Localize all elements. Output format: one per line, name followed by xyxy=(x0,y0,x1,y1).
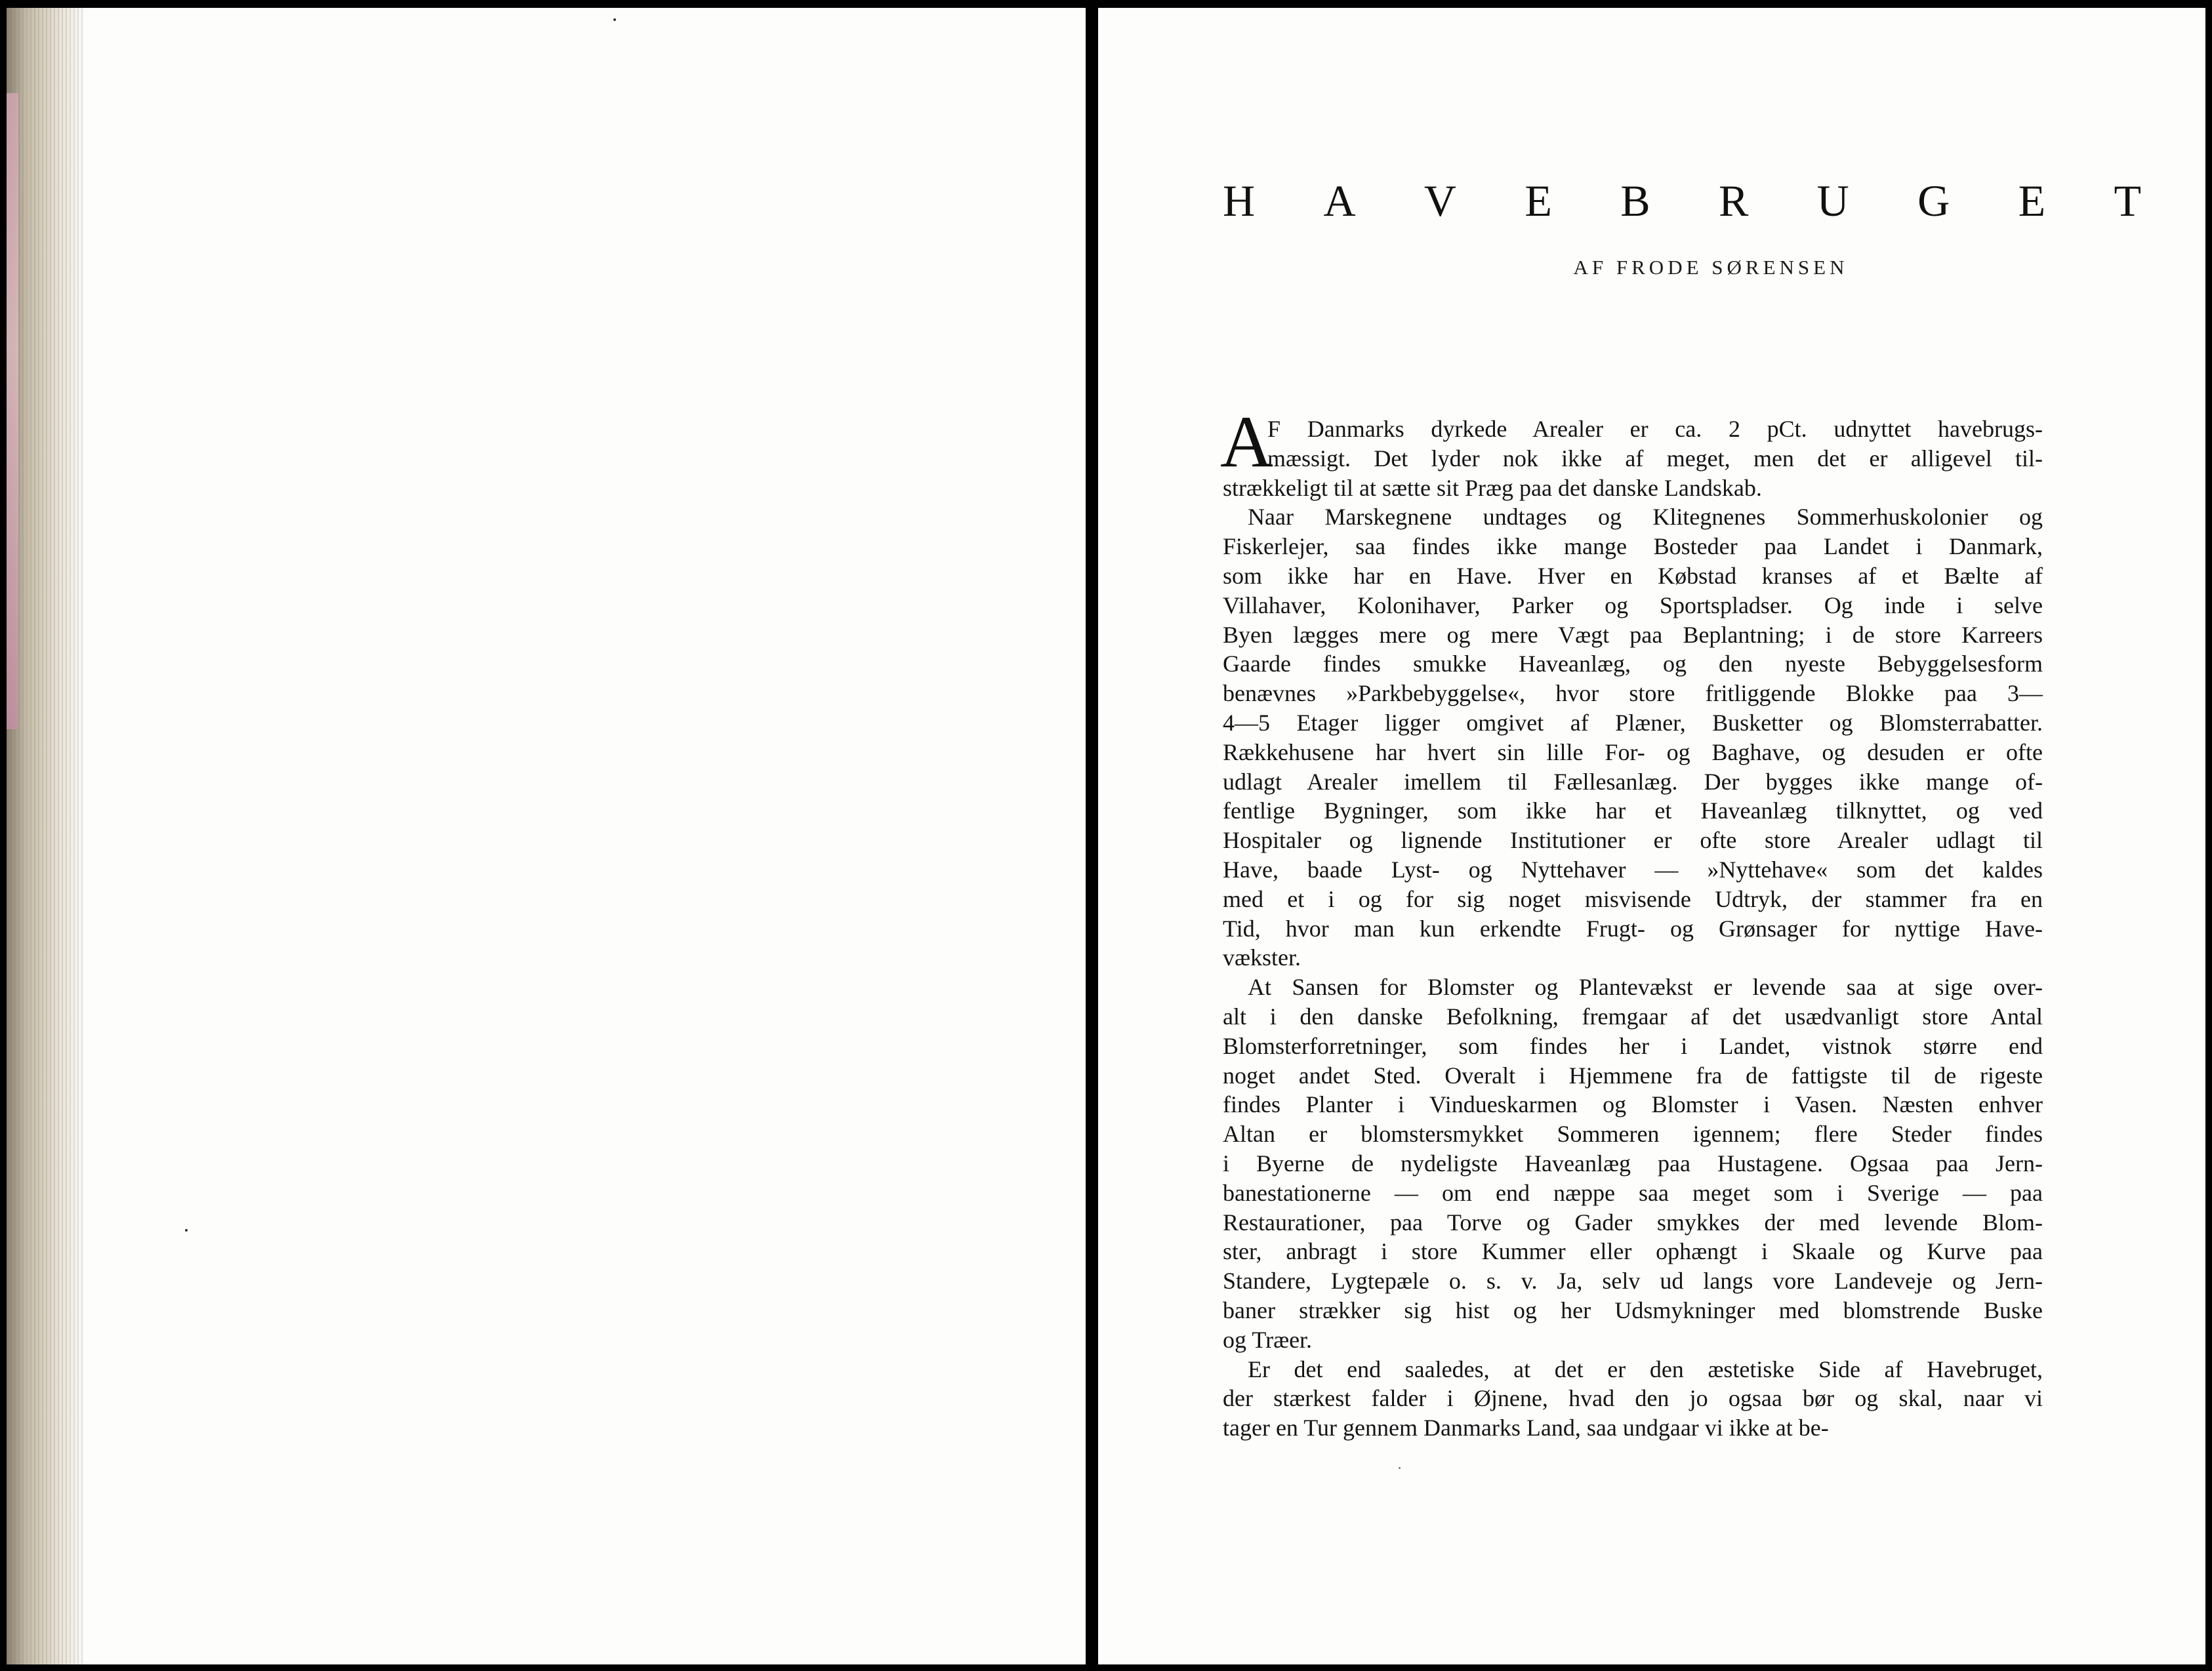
title-letter: E xyxy=(1525,176,1552,226)
text-line: ster, anbragt i store Kummer eller ophængt i Skaale og Kurve paa xyxy=(1223,1238,2043,1265)
title-letter: H xyxy=(1223,176,1256,226)
title-letter: B xyxy=(1620,176,1650,226)
text-line: som ikke har en Have. Hver en Købstad kranses af et Bælte af xyxy=(1223,562,2043,589)
title-letter: U xyxy=(1816,176,1849,226)
title-letter: R xyxy=(1718,176,1749,226)
text-line: Altan er blomstersmykket Sommeren igennem; flere Steder findes xyxy=(1223,1121,2043,1148)
body-text xyxy=(1220,401,2043,1443)
title-letter: A xyxy=(1323,176,1356,226)
text-line: i Byerne de nydeligste Haveanlæg paa Hustagene. Ogsaa paa Jern- xyxy=(1223,1150,2043,1177)
text-line: fentlige Bygninger, som ikke har et Haveanlæg tilknyttet, og ved xyxy=(1223,797,2043,824)
right-page xyxy=(1098,8,2205,1664)
text-line: F Danmarks dyrkede Arealer er ca. 2 pCt. udnyttet havebrugs- xyxy=(1267,416,2043,442)
author-byline: AF FRODE SØRENSEN xyxy=(1573,256,1849,279)
text-line: Gaarde findes smukke Haveanlæg, og den nyeste Bebyggelsesform xyxy=(1223,651,2043,677)
drop-cap: A xyxy=(1220,401,1273,483)
text-line: vækster. xyxy=(1223,944,1301,971)
paper-speck xyxy=(1399,1467,1401,1469)
text-line: udlagt Arealer imellem til Fællesanlæg. Der bygges ikke mange of- xyxy=(1223,768,2043,795)
book-edge-strip xyxy=(7,8,85,1664)
text-line: mæssigt. Det lyder nok ikke af meget, men det er alligevel til- xyxy=(1267,445,2043,472)
paper-speck xyxy=(613,18,616,21)
text-line: Villahaver, Kolonihaver, Parker og Sportspladser. Og inde i selve xyxy=(1223,592,2043,618)
text-line: Restaurationer, paa Torve og Gader smykkes der med levende Blom- xyxy=(1223,1209,2043,1236)
chapter-title xyxy=(1223,175,2141,227)
text-line: Standere, Lygtepæle o. s. v. Ja, selv ud langs vore Landeveje og Jern- xyxy=(1223,1268,2043,1295)
text-line: Fiskerlejer, saa findes ikke mange Bosteder paa Landet i Danmark, xyxy=(1223,533,2043,560)
text-line: banestationerne — om end næppe saa meget som i Sverige — paa xyxy=(1223,1179,2043,1206)
title-letter: E xyxy=(2018,176,2046,226)
text-line: tager en Tur gennem Danmarks Land, saa undgaar vi ikke at be- xyxy=(1223,1415,1829,1441)
text-line: og Træer. xyxy=(1223,1326,1313,1353)
text-line: strækkeligt til at sætte sit Præg paa det danske Landskab. xyxy=(1223,474,1762,501)
title-letter: G xyxy=(1917,176,1950,226)
text-line: Tid, hvor man kun erkendte Frugt- og Grønsager for nyttige Have- xyxy=(1223,915,2043,942)
paragraph xyxy=(1223,1355,2043,1443)
paragraph xyxy=(1223,973,2043,1354)
title-letter: T xyxy=(2114,176,2141,226)
text-line: Byen lægges mere og mere Vægt paa Beplantning; i de store Karreers xyxy=(1223,621,2043,648)
text-line: findes Planter i Vindueskarmen og Blomster i Vasen. Næsten enhver xyxy=(1223,1091,2043,1118)
text-line: Hospitaler og lignende Institutioner er ofte store Arealer udlagt til xyxy=(1223,827,2043,854)
paper-speck xyxy=(185,1229,188,1232)
text-line: alt i den danske Befolkning, fremgaar af det usædvanligt store Antal xyxy=(1223,1003,2043,1030)
text-line: Er det end saaledes, at det er den æstetiske Side af Havebruget, xyxy=(1248,1356,2043,1382)
text-line: Blomsterforretninger, som findes her i Landet, vistnok større end xyxy=(1223,1032,2043,1059)
book-edge-stain xyxy=(7,93,18,729)
text-line: noget andet Sted. Overalt i Hjemmene fra de fattigste til de rigeste xyxy=(1223,1062,2043,1089)
paragraph xyxy=(1223,502,2043,973)
text-line: baner strækker sig hist og her Udsmykninger med blomstrende Buske xyxy=(1223,1297,2043,1323)
text-line: der stærkest falder i Øjnene, hvad den jo ogsaa bør og skal, naar vi xyxy=(1223,1385,2043,1412)
text-line: Have, baade Lyst- og Nyttehaver — »Nyttehave« som det kaldes xyxy=(1223,856,2043,883)
text-line: Naar Marskegnene undtages og Klitegnenes Sommerhuskolonier og xyxy=(1248,504,2043,531)
paragraph xyxy=(1223,414,2043,502)
text-line: benævnes »Parkbebyggelse«, hvor store fritliggende Blokke paa 3— xyxy=(1223,680,2043,707)
text-line: At Sansen for Blomster og Plantevækst er levende saa at sige over- xyxy=(1248,974,2043,1001)
text-line: 4—5 Etager ligger omgivet af Plæner, Busketter og Blomsterrabatter. xyxy=(1223,709,2043,736)
text-line: Rækkehusene har hvert sin lille For- og Baghave, og desuden er ofte xyxy=(1223,738,2043,765)
left-page xyxy=(7,8,1086,1664)
text-line: med et i og for sig noget misvisende Udtryk, der stammer fra en xyxy=(1223,885,2043,912)
title-letter: V xyxy=(1423,176,1457,226)
